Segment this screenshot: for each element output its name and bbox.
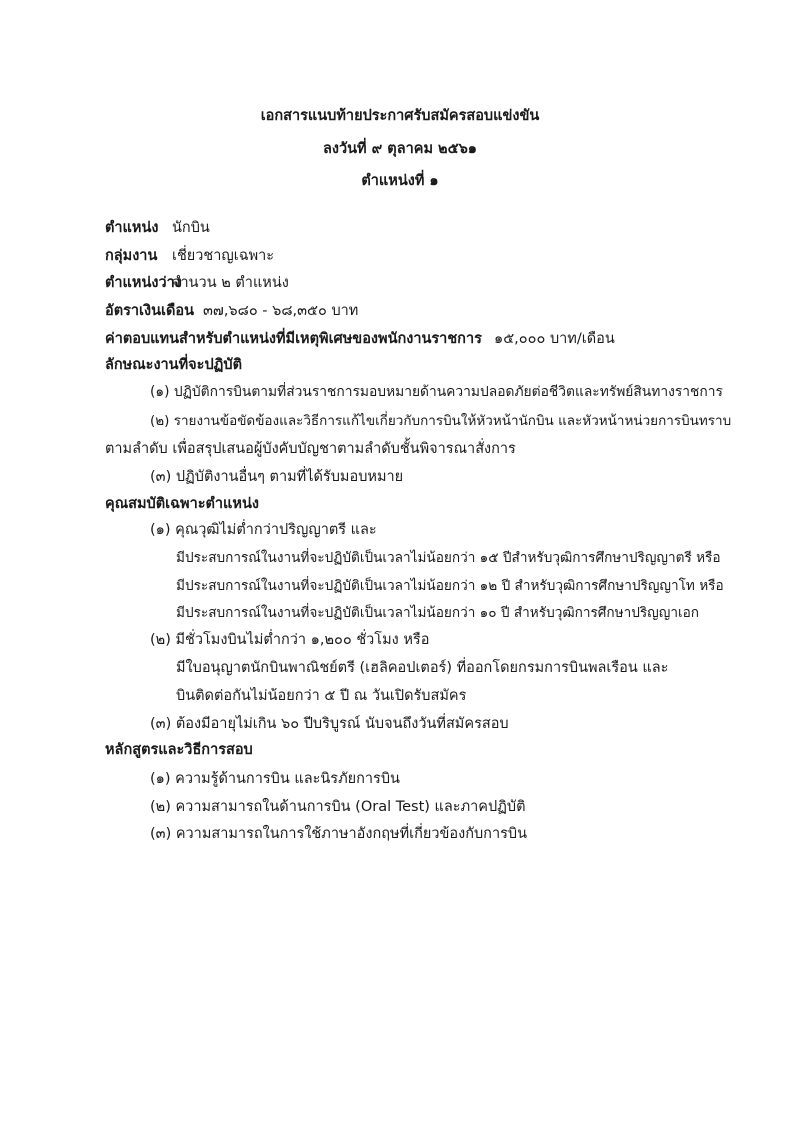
- qualification-item-1-sub-2: มีประสบการณ์ในงานที่จะปฏิบัติเป็นเวลาไม่น้อยกว่า ๑๒ ปี สำหรับวุฒิการศึกษาปริญญาโท หรือ: [176, 578, 724, 594]
- vacancy-label: ตำแหน่งว่าง: [105, 275, 182, 291]
- qualification-item-1-sub-1: มีประสบการณ์ในงานที่จะปฏิบัติเป็นเวลาไม่น้อยกว่า ๑๕ ปีสำหรับวุฒิการศึกษาปริญญาตรี หรือ: [176, 550, 721, 566]
- duty-item-3: (๓) ปฏิบัติงานอื่นๆ ตามที่ได้รับมอบหมาย: [150, 469, 404, 485]
- qualification-item-2-sub-1: มีใบอนุญาตนักบินพาณิชย์ตรี (เฮลิคอปเตอร์) ที่ออกโดยกรมการบินพลเรือน และ: [176, 660, 669, 676]
- qualification-item-2: (๒) มีชั่วโมงบินไม่ต่ำกว่า ๑,๒๐๐ ชั่วโมง หรือ: [150, 632, 430, 648]
- duty-item-2: (๒) รายงานข้อขัดข้องและวิธีการแก้ไขเกี่ยวกับการบินให้หัวหน้านักบิน และหัวหน้าหน่วยการบินทราบ: [150, 413, 732, 429]
- document-title: เอกสารแนบท้ายประกาศรับสมัครสอบแข่งขัน: [260, 108, 540, 124]
- duties-heading: ลักษณะงานที่จะปฏิบัติ: [105, 357, 242, 373]
- exam-heading: หลักสูตรและวิธีการสอบ: [105, 742, 253, 758]
- salary-value: ๓๗,๖๘๐ - ๖๘,๓๕๐ บาท: [203, 303, 359, 319]
- special-allowance-label: ค่าตอบแทนสำหรับตำแหน่งที่มีเหตุพิเศษของพนักงานราชการ: [105, 331, 482, 347]
- duty-item-1: (๑) ปฏิบัติการบินตามที่ส่วนราชการมอบหมายด้านความปลอดภัยต่อชีวิตและทรัพย์สินทางราชการ: [150, 384, 723, 400]
- exam-item-3: (๓) ความสามารถในการใช้ภาษาอังกฤษที่เกี่ยวข้องกับการบิน: [150, 826, 528, 842]
- group-value: เชี่ยวชาญเฉพาะ: [172, 248, 275, 264]
- qualification-item-1: (๑) คุณวุฒิไม่ต่ำกว่าปริญญาตรี และ: [150, 522, 377, 538]
- document-date: ลงวันที่ ๙ ตุลาคม ๒๕๖๑: [323, 141, 477, 157]
- salary-label: อัตราเงินเดือน: [105, 303, 194, 319]
- position-value: นักบิน: [172, 220, 210, 236]
- qualification-item-3: (๓) ต้องมีอายุไม่เกิน ๖๐ ปีบริบูรณ์ นับจนถึงวันที่สมัครสอบ: [150, 716, 509, 732]
- exam-item-1: (๑) ความรู้ด้านการบิน และนิรภัยการบิน: [150, 771, 400, 787]
- position-number: ตำแหน่งที่ ๑: [361, 173, 439, 189]
- duty-item-2-cont: ตามลำดับ เพื่อสรุปเสนอผู้บังคับบัญชาตามลำดับชั้นพิจารณาสั่งการ: [105, 441, 516, 457]
- vacancy-value: จำนวน ๒ ตำแหน่ง: [172, 275, 289, 291]
- position-label: ตำแหน่ง: [105, 220, 159, 236]
- qualification-item-1-sub-3: มีประสบการณ์ในงานที่จะปฏิบัติเป็นเวลาไม่น้อยกว่า ๑๐ ปี สำหรับวุฒิการศึกษาปริญญาเอก: [176, 605, 699, 621]
- special-allowance-value: ๑๕,๐๐๐ บาท/เดือน: [494, 331, 615, 347]
- qualification-item-2-sub-2: บินติดต่อกันไม่น้อยกว่า ๕ ปี ณ วันเปิดรับสมัคร: [176, 688, 467, 704]
- group-label: กลุ่มงาน: [105, 248, 158, 264]
- qualifications-heading: คุณสมบัติเฉพาะตำแหน่ง: [105, 496, 259, 512]
- exam-item-2: (๒) ความสามารถในด้านการบิน (Oral Test) และภาคปฏิบัติ: [150, 799, 526, 815]
